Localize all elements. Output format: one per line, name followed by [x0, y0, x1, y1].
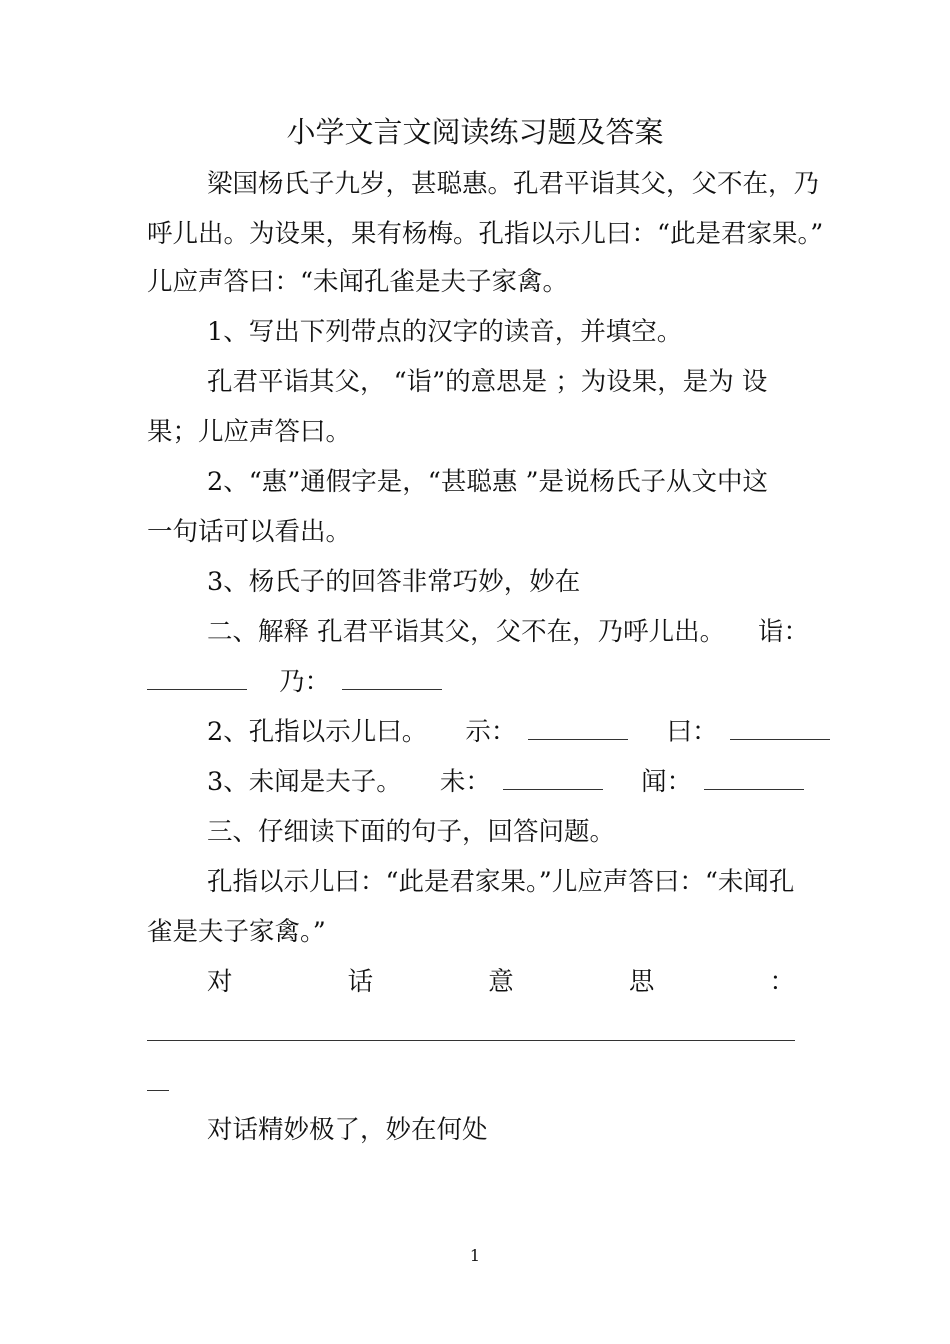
page-title: 小学文言文阅读练习题及答案 — [286, 115, 664, 149]
page-number: 1 — [469, 1246, 481, 1265]
meaning-char-4: 思 — [628, 967, 655, 997]
question-1-line-1: 孔君平诣其父， “诣”的意思是 ；为设果，是为 设 — [207, 367, 768, 397]
meaning-char-1: 对 — [207, 967, 233, 997]
section-3-quote-line-1: 孔指以示儿曰：“此是君家果。”儿应声答曰：“未闻孔 — [207, 867, 795, 897]
section-2-nai-label: 乃： — [279, 667, 331, 697]
item-3-label-wei: 未： — [439, 767, 491, 797]
meaning-prompt — [207, 964, 795, 1000]
answer-blank-yue[interactable] — [730, 717, 830, 740]
passage-line-3: 儿应声答曰：“未闻孔雀是夫子家禽。 — [147, 267, 569, 297]
question-2-line-1: 2、“惠”通假字是，“甚聪惠 ”是说杨氏子从文中这 — [207, 467, 768, 497]
section-2-item-2 — [207, 714, 834, 750]
answer-line-long[interactable] — [147, 1040, 795, 1041]
section-2-line-1 — [207, 614, 725, 650]
meaning-char-3: 意 — [488, 967, 514, 997]
meaning-char-5: ： — [769, 967, 795, 997]
section-2-zhi-label: 诣： — [758, 617, 810, 647]
answer-blank-nai[interactable] — [342, 667, 442, 690]
section-2-text: 二、解释 孔君平诣其父，父不在，乃呼儿出。 — [207, 617, 726, 647]
answer-blank-shi[interactable] — [528, 717, 628, 740]
answer-blank-zhi[interactable] — [147, 667, 247, 690]
question-2-line-2: 一句话可以看出。 — [147, 517, 352, 547]
meaning-char-2: 话 — [347, 967, 374, 997]
answer-blank-wen[interactable] — [704, 767, 804, 790]
item-2-text: 2、孔指以示儿曰。 — [207, 717, 428, 747]
answer-line-short[interactable] — [147, 1090, 169, 1091]
item-2-label-shi: 示： — [465, 717, 517, 747]
section-3-heading: 三、仔细读下面的句子，回答问题。 — [207, 817, 616, 847]
section-2-line-2 — [147, 664, 446, 700]
section-3-quote-line-2: 雀是夫子家禽。” — [147, 917, 326, 947]
final-question: 对话精妙极了，妙在何处 — [207, 1115, 488, 1145]
answer-blank-wei[interactable] — [503, 767, 603, 790]
passage-line-2: 呼儿出。为设果，果有杨梅。孔指以示儿曰：“此是君家果。” — [147, 219, 824, 249]
item-3-text: 3、未闻是夫子。 — [207, 767, 402, 797]
question-3-line-1: 3、杨氏子的回答非常巧妙，妙在 — [207, 567, 581, 597]
item-2-label-yue: 曰： — [666, 717, 718, 747]
question-1-line-2: 果；儿应声答曰。 — [147, 417, 352, 447]
item-3-label-wen: 闻： — [641, 767, 693, 797]
question-1-heading: 1、写出下列带点的汉字的读音，并填空。 — [207, 317, 683, 347]
passage-line-1: 梁国杨氏子九岁，甚聪惠。孔君平诣其父，父不在，乃 — [207, 169, 820, 199]
section-2-item-3 — [207, 764, 808, 800]
